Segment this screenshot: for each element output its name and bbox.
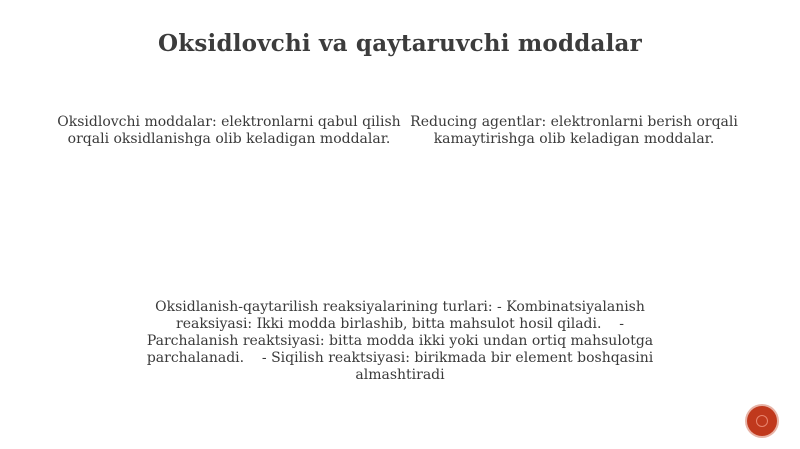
next-slide-button[interactable] bbox=[747, 406, 777, 436]
oxidizing-agents-text: Oksidlovchi moddalar: elektronlarni qabul qilish orqali oksidlanishga olib keladigan moddalar. bbox=[57, 114, 401, 147]
reducing-agents-text: Reducing agentlar: elektronlarni berish orqali kamaytirishga olib keladigan moddalar. bbox=[410, 114, 738, 147]
next-slide-icon bbox=[755, 414, 769, 428]
reaction-types-text: Oksidlanish-qaytarilish reaksiyalarining turlari: - Kombinatsiyalanish reaksiyasi: Ikki modda birlashib, bitta mahsulot hosil qiladi. - Parchalanish reaktsiyasi: bitta modda ikki yoki undan ortiq mahsulotga parchalanadi. - Siqilish reaktsiyasi: birikmada bir element boshqasini almashtiradi bbox=[146, 299, 658, 383]
slide-title: Oksidlovchi va qaytaruvchi moddalar bbox=[158, 30, 642, 57]
